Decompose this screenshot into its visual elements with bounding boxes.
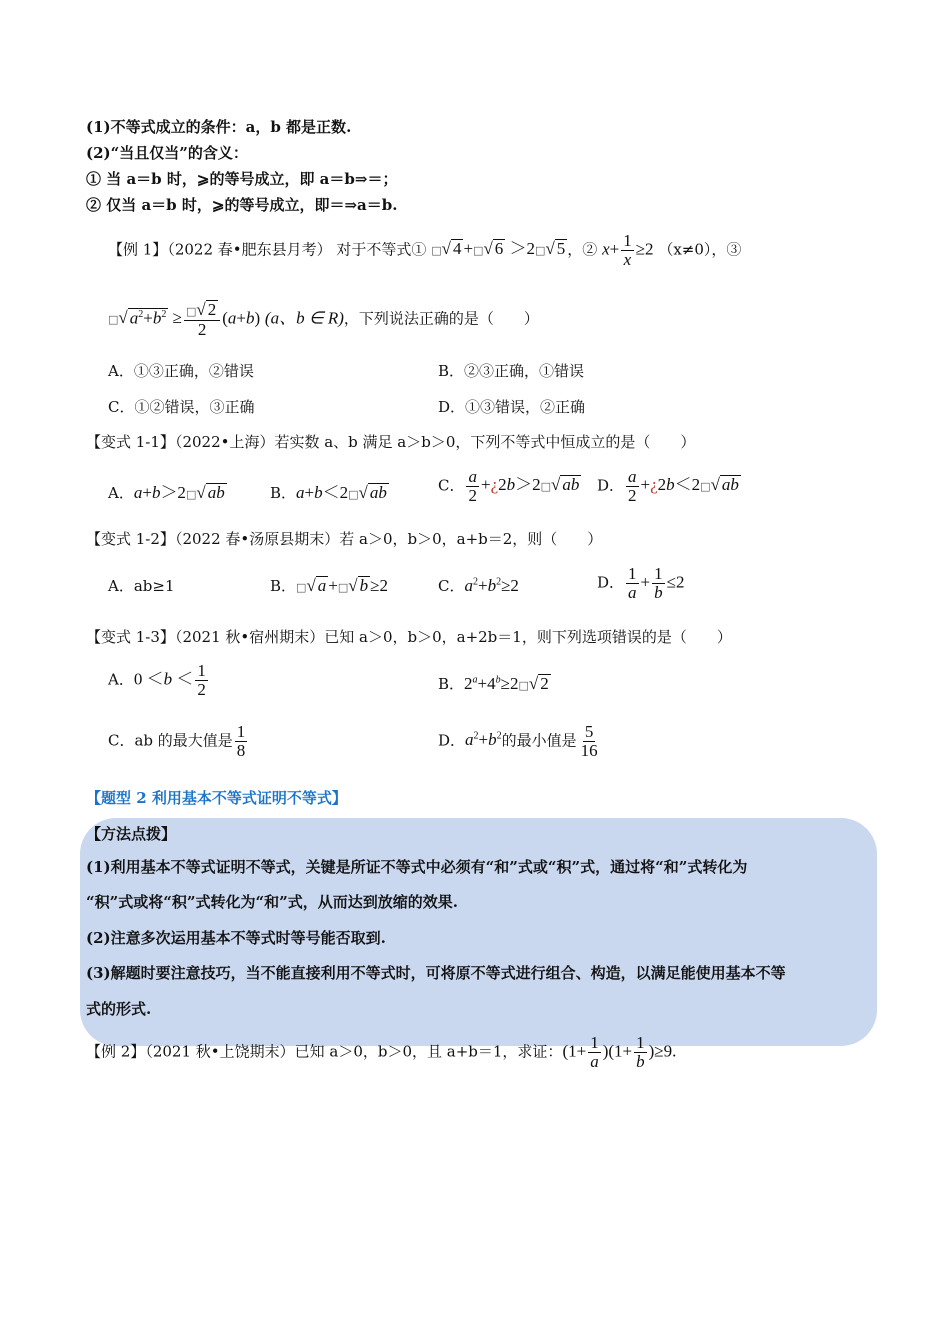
- example-1-option-a[interactable]: A．①③正确，②错误: [108, 362, 254, 380]
- variant-1-2-option-c[interactable]: C．$a^2+b^2\ge 2$: [438, 576, 519, 595]
- variant-1-2-text: （2022 春•汤原县期末）若 a＞0，b＞0，a+b＝2，则（ ）: [174, 530, 603, 548]
- example-2-text: （2021 秋•上饶期末）已知 a＞0，b＞0，且 a+b＝1，求证：: [145, 1042, 563, 1061]
- variant-1-2-option-a[interactable]: A．ab≥1: [108, 577, 175, 595]
- formula-1: □√ 4 +□√ 6 ＞2□√ 5: [431, 239, 566, 259]
- frac-1-over-x: $\frac{1}{x}$: [623, 231, 632, 269]
- section-2-title: 【题型 2 利用基本不等式证明不等式】: [86, 789, 347, 807]
- example-1-lead: 对于不等式①: [336, 240, 427, 259]
- variant-1-3-question: [86, 626, 732, 647]
- example-2-question: 【例 2】（2021 秋•上饶期末）已知 a＞0，b＞0，且 a+b＝1，求证：(1+ $\frac{1}{a}$ )(1+ $\frac{1}{b}$ )≥9.: [86, 1033, 677, 1071]
- method-p1b: “积”式或将“积”式转化为“和”式，从而达到放缩的效果.: [86, 893, 458, 911]
- example-1-tail-q: ，下列说法正确的是（ ）: [343, 309, 539, 328]
- example-2-formula: (1+: [562, 1041, 587, 1061]
- intro-line-1: (1)不等式成立的条件：a，b 都是正数.: [86, 118, 352, 136]
- variant-1-3-option-a[interactable]: A．0 ＜b ＜ $\frac{1}{2}$: [108, 661, 206, 699]
- method-title: 【方法点拨】: [86, 825, 177, 843]
- example-1-option-d[interactable]: D．①③错误，②正确: [438, 398, 586, 416]
- variant-1-1-option-b[interactable]: B．a+b＜2□√ ab: [270, 483, 387, 502]
- example-1-question: 【例 1】（2022 春•肥东县月考） 对于不等式① □√ 4 +□√ 6 ＞2□√ 5 ，② x+ $\frac{1}{x}$ ≥2 （x≠0），③: [108, 231, 742, 269]
- example-1-formula-3: □√ $a^2+b^2$ ≥ $\frac{□√ 2}{2}$ (a+b) (a、b ∈ R)，下列说法正确的是（ ）: [108, 300, 539, 339]
- variant-1-3-option-d[interactable]: D．$a^2+b^2$的最小值是 $\frac{5}{16}$: [438, 722, 598, 760]
- example-1-option-c[interactable]: C．①②错误，③正确: [108, 398, 255, 416]
- variant-1-2-question: [86, 528, 602, 549]
- method-p3a: (3)解题时要注意技巧，当不能直接利用不等式时，可将原不等式进行组合、构造，以满足能使用基本不等: [86, 964, 786, 982]
- variant-1-3-text: （2021 秋•宿州期末）已知 a＞0，b＞0，a+2b＝1，则下列选项错误的是（ ）: [174, 628, 732, 646]
- example-1-tail-x: （x≠0），③: [658, 240, 742, 259]
- variant-1-1-label: 【变式 1-1】: [86, 433, 175, 451]
- intro-line-2: (2)“当且仅当”的含义：: [86, 144, 248, 162]
- variant-1-1-option-a[interactable]: A．a+b＞2□√ ab: [108, 483, 225, 502]
- example-1-option-b[interactable]: B．②③正确，①错误: [438, 362, 585, 380]
- variant-1-3-option-b[interactable]: B．$2^a+4^b\ge 2□√$ 2: [438, 674, 549, 693]
- variant-1-2-label: 【变式 1-2】: [86, 530, 175, 548]
- variant-1-1-option-c[interactable]: C． $\frac{a}{2}$ +¿2b＞2□√ ab: [438, 467, 580, 505]
- variant-1-3-label: 【变式 1-3】: [86, 628, 175, 646]
- method-p2: (2)注意多次运用基本不等式时等号能否取到.: [86, 929, 386, 947]
- intro-line-4: ② 仅当 a＝b 时，⩾的等号成立，即＝⇒a＝b.: [86, 196, 398, 214]
- variant-1-3-option-c[interactable]: C．ab 的最大值是 $\frac{1}{8}$: [108, 722, 246, 760]
- example-1-label: 【例 1】: [108, 240, 168, 259]
- formula-3: □√ $a^2+b^2$ ≥: [108, 308, 182, 328]
- variant-1-1-option-d[interactable]: D． $\frac{a}{2}$ +¿2b＜2□√ ab: [597, 467, 739, 505]
- example-2-label: 【例 2】: [86, 1042, 146, 1061]
- intro-line-3: ① 当 a＝b 时，⩾的等号成立，即 a＝b⇒＝；: [86, 170, 398, 188]
- variant-1-1-text: （2022•上海）若实数 a、b 满足 a＞b＞0，下列不等式中恒成立的是（ ）: [174, 433, 696, 451]
- method-p1a: (1)利用基本不等式证明不等式，关键是所证不等式中必须有“和”式或“积”式，通过将“和”式转化为: [86, 858, 748, 876]
- formula-3-ab-domain: (a、b ∈ R): [264, 308, 344, 328]
- method-p3b: 式的形式.: [86, 1000, 152, 1018]
- example-1-source: （2022 春•肥东县月考）: [167, 240, 332, 259]
- variant-1-1-question: [86, 431, 695, 452]
- formula-2: x: [602, 239, 610, 259]
- variant-1-2-option-d[interactable]: D． $\frac{1}{a}$ + $\frac{1}{b}$ ≤2: [597, 564, 685, 602]
- variant-1-2-option-b[interactable]: B．□√ a +□√ b ≥2: [270, 576, 388, 595]
